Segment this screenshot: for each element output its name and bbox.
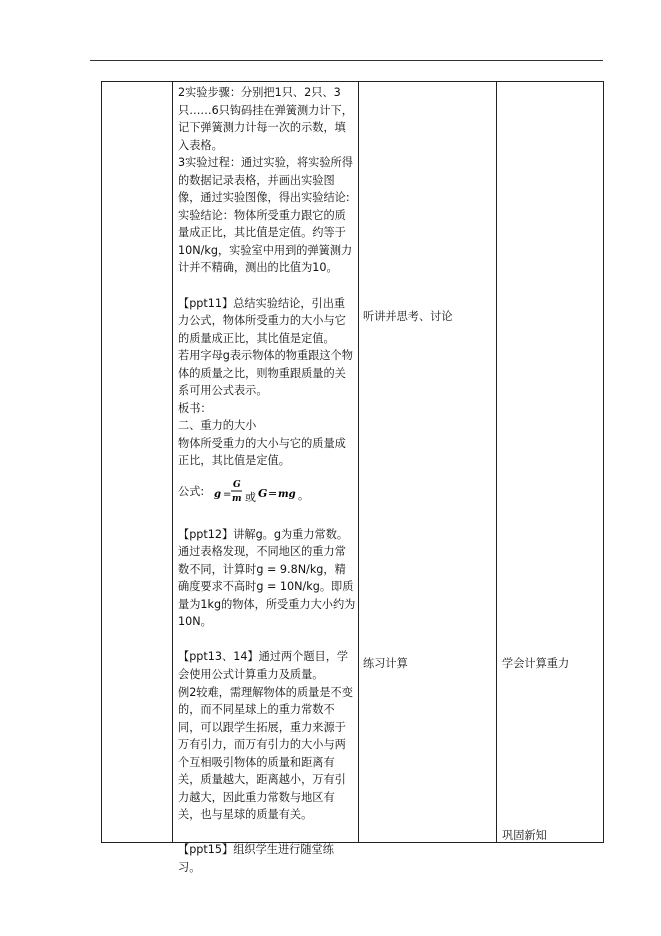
teacher-activity-column <box>178 84 356 877</box>
ppt13-example: 例2较难，需理解物体的质量是不变的，而不同星球上的重力常数不同，可以跟学生拓展，重力来源于万有引力，而万有引力的大小与两个互相吸引物体的质量和距离有关，质量越大，距离越小，万有引力越大，因此重力常数与地区有关，也与星球的质量有关。 <box>178 685 353 822</box>
experiment-conclusion: 实验结论：物体所受重力跟它的质量成正比，其比值是定值。约等于10N/kg，实验室中用到的弹簧测力计并不精确，测出的比值为10。 <box>178 208 353 275</box>
formula-equals-1: = <box>222 489 232 501</box>
formula-G-symbol: G <box>257 487 268 501</box>
ppt15-practice: 【ppt15】组织学生进行随堂练习。 <box>178 843 334 874</box>
board-statement: 物体所受重力的大小与它的质量成正比，其比值是定值。 <box>178 436 346 468</box>
formula-m-denominator: m <box>231 494 242 505</box>
formula-label: 公式: <box>178 485 205 499</box>
formula-end-mark: 。 <box>297 489 309 503</box>
experiment-step-2: 2实验步骤：分别把1只、2只、3只……6只钩码挂在弹簧测力计下，记下弹簧测力计每一次的示数，填入表格。 <box>178 86 353 152</box>
formula-G-numerator: G <box>232 480 241 491</box>
board-heading: 二、重力的大小 <box>178 419 257 433</box>
ppt12-explanation: 【ppt12】讲解g。g为重力常数。通过表格发现，不同地区的重力常数不同，计算时g = 9.8N/kg，精确度要求不高时g = 10N/kg。即质量为1kg的物体，所受重力大小约为10N。 <box>178 527 356 629</box>
formula-mg-symbol: mg <box>277 489 296 501</box>
formula-or-text: 或 <box>244 491 256 505</box>
student-listen: 听讲并思考、讨论 <box>363 310 453 323</box>
column-divider-1 <box>172 82 173 842</box>
formula-line <box>178 476 356 508</box>
student-practice: 练习计算 <box>363 657 408 670</box>
ppt11-summary: 【ppt11】总结实验结论，引出重力公式，物体所受重力的大小与它的质量成正比，其比值是定值。 <box>178 296 346 345</box>
gravity-formula <box>212 476 310 508</box>
column-divider-3 <box>496 82 497 842</box>
intent-learn-calc: 学会计算重力 <box>502 657 570 670</box>
experiment-process: 3实验过程：通过实验，将实验所得的数据记录表格，并画出实验图像，通过实验图像，得出实验结论: <box>178 156 353 205</box>
intent-consolidate: 巩固新知 <box>502 829 547 842</box>
header-rule <box>90 60 603 61</box>
ppt11-symbol-g: 若用字母g表示物体的物重跟这个物体的质量之比，则物重跟质量的关系可用公式表示。 <box>178 349 353 398</box>
board-writing-label: 板书： <box>178 401 212 415</box>
formula-equals-2: = <box>267 487 277 501</box>
column-divider-2 <box>358 82 359 842</box>
ppt13-intro: 【ppt13、14】通过两个题目，学会使用公式计算重力及质量。 <box>178 650 349 681</box>
lesson-table <box>101 81 604 874</box>
formula-g-symbol: g <box>213 489 221 501</box>
